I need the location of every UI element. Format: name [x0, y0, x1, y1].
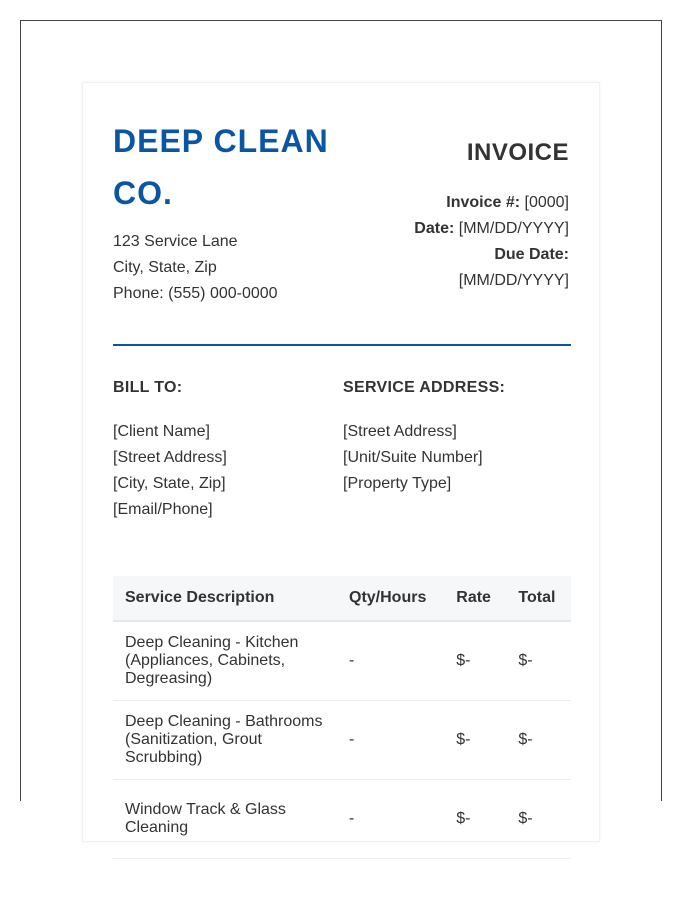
bill-to-street: [Street Address]	[113, 449, 227, 466]
company-name: DEEP CLEAN CO.	[113, 123, 329, 211]
table-header-row	[113, 576, 571, 621]
table-row	[113, 621, 571, 701]
company-address-line2: City, State, Zip	[113, 259, 217, 276]
invoice-title: INVOICE	[466, 139, 569, 166]
header-description: Service Description	[113, 576, 337, 621]
row-total: $-	[506, 701, 571, 780]
bill-to-block	[113, 419, 227, 523]
bill-to-contact: [Email/Phone]	[113, 501, 213, 518]
invoice-number	[369, 190, 569, 216]
document-frame	[20, 20, 662, 836]
table-row	[113, 701, 571, 780]
header-divider	[113, 344, 571, 346]
invoice-number-value: [0000]	[524, 194, 569, 211]
invoice-due-value: [MM/DD/YYYY]	[458, 272, 569, 289]
invoice-date-label: Date:	[414, 220, 455, 237]
invoice-due-value-row	[369, 268, 569, 294]
row-total: $-	[506, 621, 571, 701]
invoice-date	[369, 216, 569, 242]
table-row	[113, 780, 571, 859]
row-rate: $-	[444, 621, 506, 701]
service-street: [Street Address]	[343, 423, 457, 440]
invoice-number-label: Invoice #:	[446, 194, 521, 211]
services-table	[113, 576, 571, 859]
invoice-page	[82, 82, 600, 842]
bill-to-city: [City, State, Zip]	[113, 475, 226, 492]
company-address-line1: 123 Service Lane	[113, 233, 238, 250]
row-description: Deep Cleaning - Bathrooms (Sanitization, Grout Scrubbing)	[113, 701, 337, 780]
invoice-meta	[369, 190, 569, 294]
service-address-heading: SERVICE ADDRESS:	[343, 379, 506, 396]
row-qty: -	[337, 780, 444, 859]
header-total: Total	[506, 576, 571, 621]
row-rate: $-	[444, 780, 506, 859]
bill-to-client-name: [Client Name]	[113, 423, 210, 440]
invoice-due-label: Due Date:	[494, 246, 569, 263]
service-unit: [Unit/Suite Number]	[343, 449, 483, 466]
service-address-block	[343, 419, 483, 497]
row-qty: -	[337, 701, 444, 780]
row-rate: $-	[444, 701, 506, 780]
invoice-date-value: [MM/DD/YYYY]	[458, 220, 569, 237]
header-qty: Qty/Hours	[337, 576, 444, 621]
invoice-due-date	[369, 242, 569, 268]
row-qty: -	[337, 621, 444, 701]
header-rate: Rate	[444, 576, 506, 621]
company-phone: Phone: (555) 000-0000	[113, 285, 278, 302]
row-total: $-	[506, 780, 571, 859]
bill-to-heading: BILL TO:	[113, 379, 183, 396]
service-property-type: [Property Type]	[343, 475, 452, 492]
row-description: Window Track & Glass Cleaning	[113, 780, 337, 859]
company-info	[113, 229, 278, 307]
row-description: Deep Cleaning - Kitchen (Appliances, Cabinets, Degreasing)	[113, 621, 337, 701]
